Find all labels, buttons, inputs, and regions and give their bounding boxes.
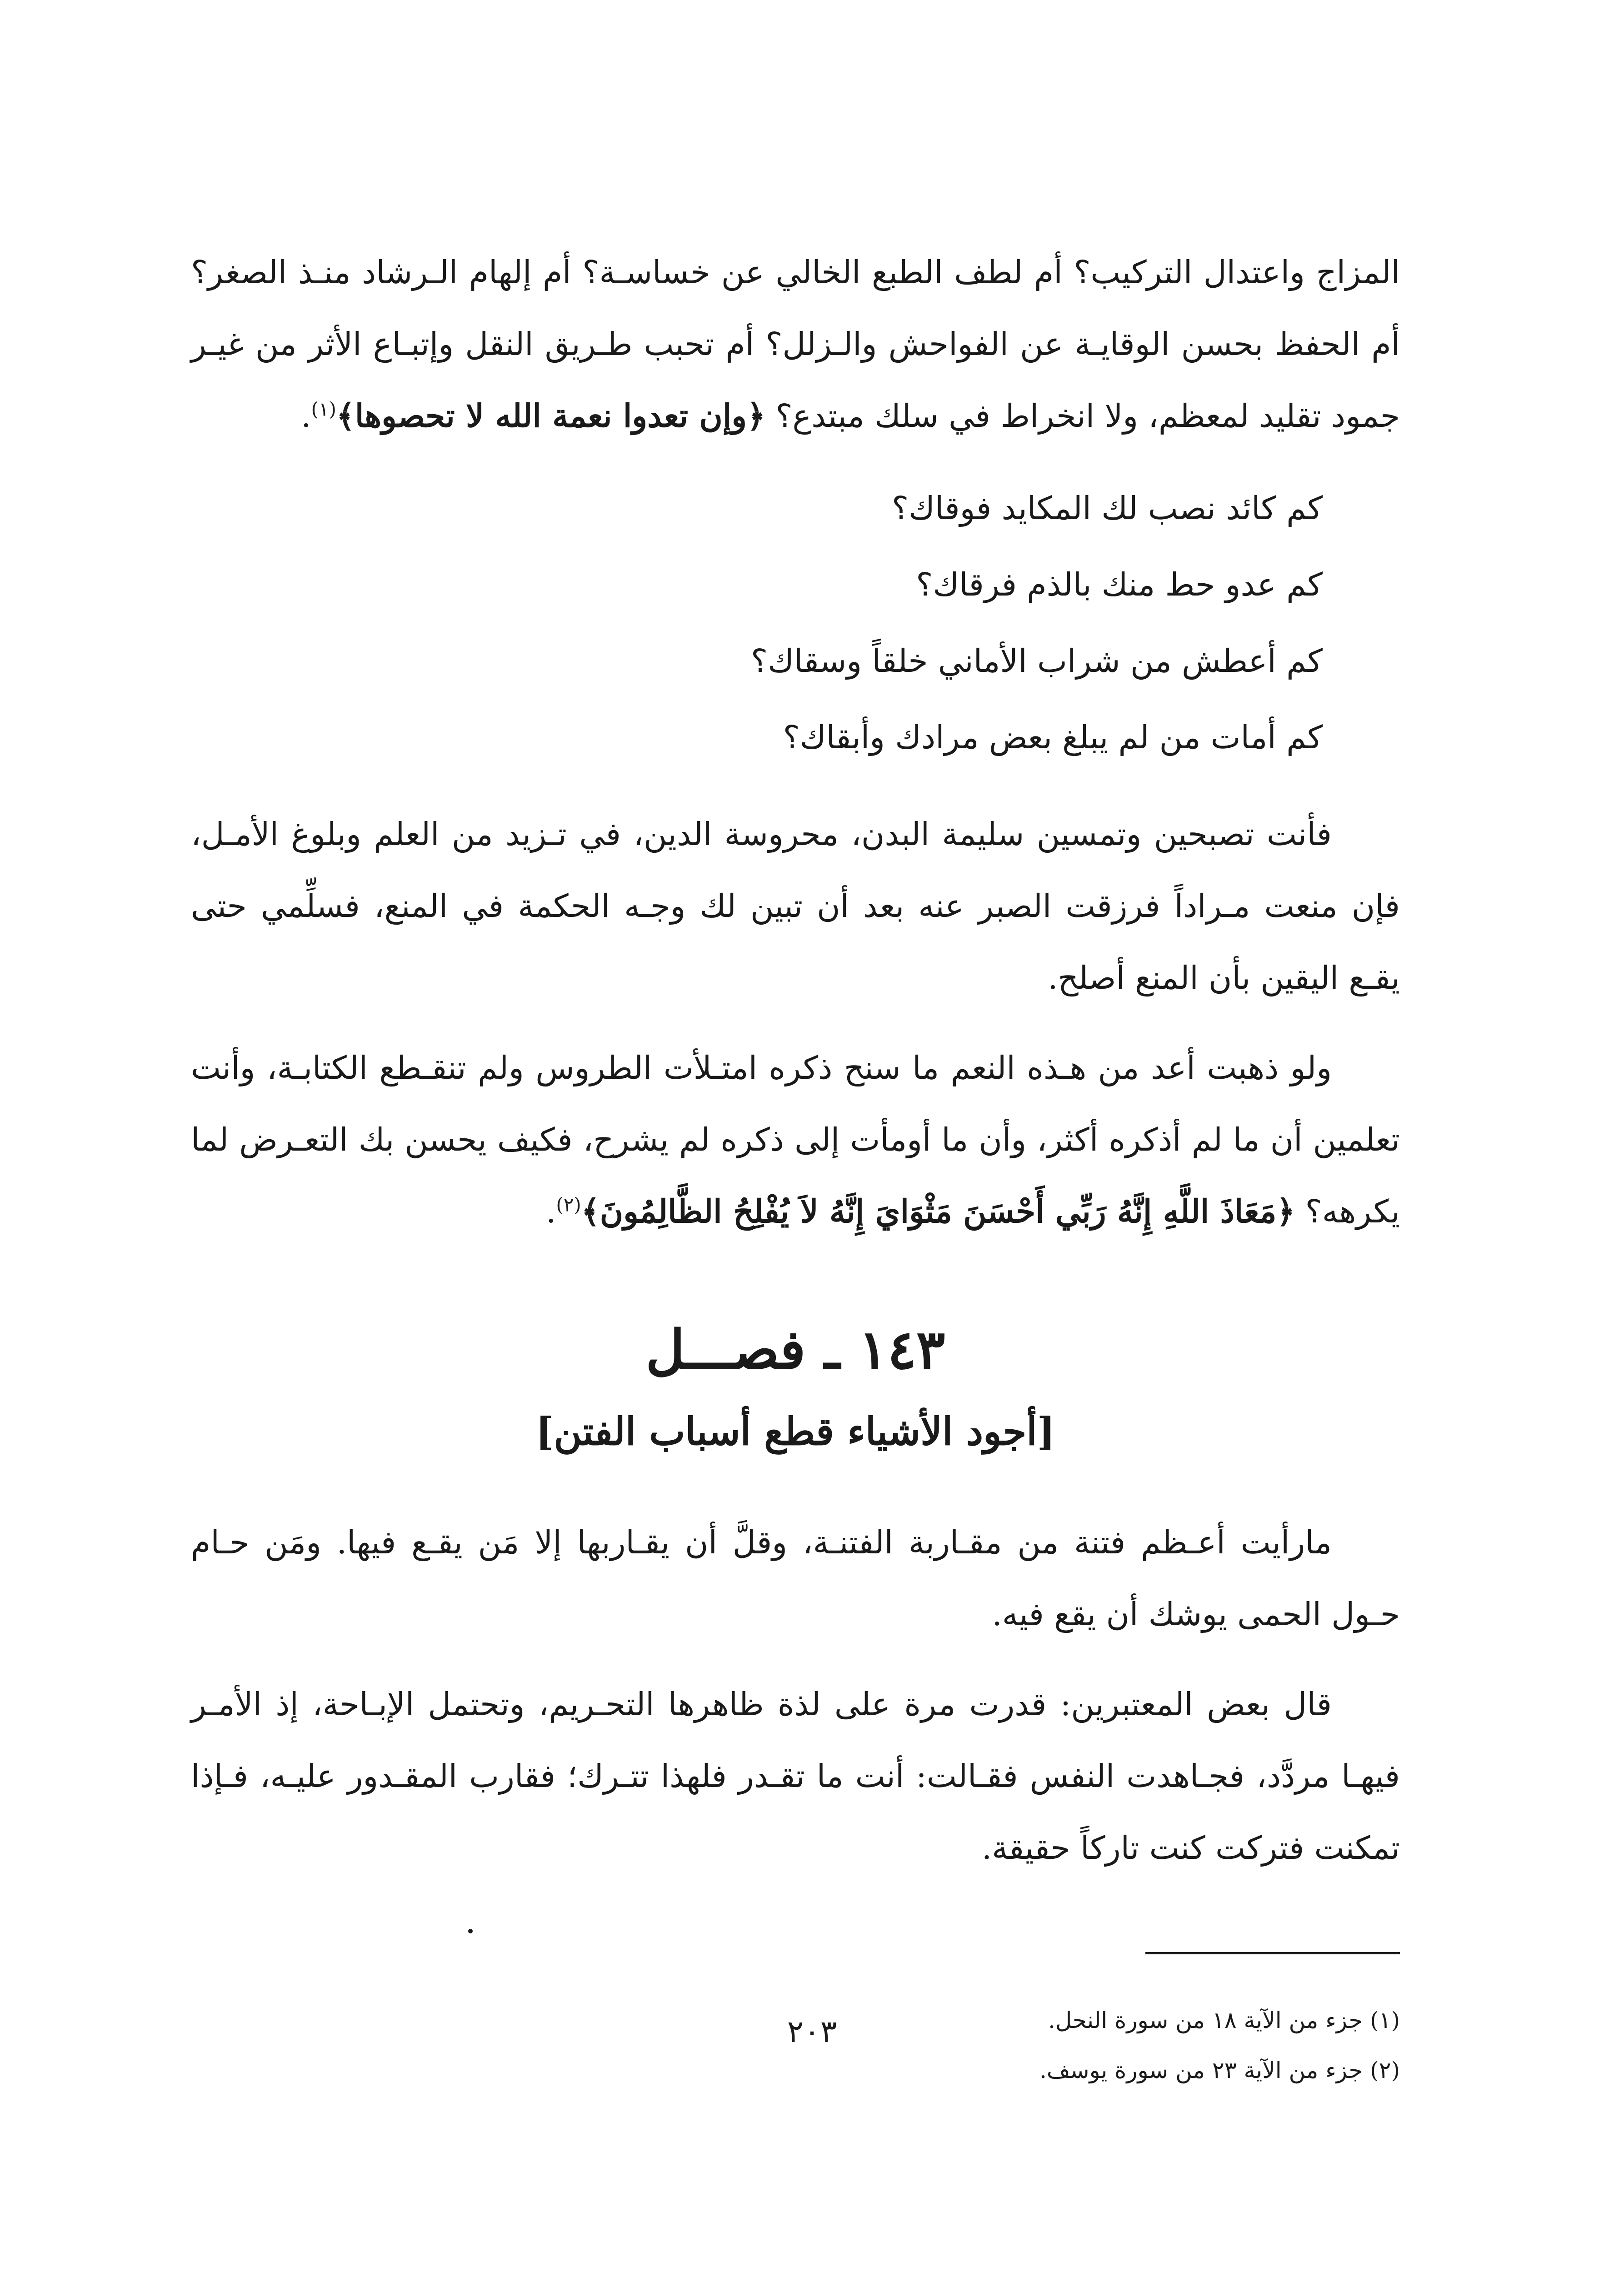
quran-quote-yusuf: ﴿مَعَاذَ اللَّهِ إِنَّهُ رَبِّي أَحْسَنَ مَثْوَايَ إِنَّهُ لاَ يُفْلِحُ الظَّالِمُونَ﴾: [581, 1192, 1295, 1230]
section-title: ١٤٣ ـ فصـــل: [645, 1318, 945, 1381]
paragraph-fitna: مارأيت أعـظم فتنة من مقـاربة الفتنـة، وقلَّ أن يقـاربها إلا مَن يقـع فيها. ومَن حـام حـول الحمى يوشك أن يقع فيه.: [191, 1524, 1400, 1633]
section-subtitle: [أجود الأشياء قطع أسباب الفتن]: [535, 1409, 1055, 1454]
poem-verse: كم عدو حط منك بالذم فرقاك؟: [916, 566, 1323, 603]
paragraph-counting: [191, 1032, 1400, 1247]
paragraph-counting-end: .: [546, 1193, 556, 1230]
paragraph-intro-text: المزاج واعتدال التركيب؟ أم لطف الطبع الخالي عن خساسـة؟ أم إلهام الـرشاد منـذ الصغر؟ أم الحفظ بحسن الوقايـة عن الفواحش والـزلل؟ أم تحبب طـريق النقل وإتبـاع الأثر من غيـر جمود تقليد لمعظم، ولا انخراط في سلك مبتدع؟: [191, 254, 1400, 435]
poem-verse: كم أمات من لم يبلغ بعض مرادك وأبقاك؟: [783, 719, 1323, 756]
footnote-1: (١) جزء من الآية ١٨ من سورة النحل.: [1048, 2007, 1400, 2033]
footnote-ref-1: (١): [311, 398, 336, 421]
page-number: ٢٠٣: [787, 2014, 837, 2050]
poem-verse: كم أعطش من شراب الأماني خلقاً وسقاك؟: [751, 642, 1323, 680]
paragraph-blessings: فأنت تصبحين وتمسين سليمة البدن، محروسة الدين، في تـزيد من العلم وبلوغ الأمـل، فإن منعت مـراداً فرزقت الصبر عنه بعد أن تبين لك وجـه الحكمة في المنع، فسلِّمي حتى يقـع اليقين بأن المنع أصلح.: [191, 816, 1400, 996]
footnote-ref-2: (٢): [556, 1193, 581, 1216]
footnote-2: (٢) جزء من الآية ٢٣ من سورة يوسف.: [1039, 2057, 1400, 2083]
paragraph-intro: [191, 236, 1400, 452]
quran-quote-nahl: ﴿وإن تعدوا نعمة الله لا تحصوها﴾: [336, 397, 766, 435]
poem-verses: [191, 470, 1400, 776]
print-speck: [468, 1929, 473, 1933]
poem-verse: كم كائد نصب لك المكايد فوقاك؟: [891, 490, 1323, 527]
page-body: [191, 236, 1400, 2095]
paragraph-story: قال بعض المعتبرين: قدرت مرة على لذة ظاهرها التحـريم، وتحتمل الإبـاحة، إذ الأمـر فيهـا مردَّد، فجـاهدت النفس فقـالت: أنت ما تقـدر فلهذا تتـرك؛ فقارب المقـدور عليـه، فـإذا تمكنت فتركت كنت تاركاً حقيقة.: [191, 1686, 1400, 1867]
paragraph-counting-text: ولو ذهبت أعد من هـذه النعم ما سنح ذكره امتـلأت الطروس ولم تنقـطع الكتابـة، وأنت تعلمين أن ما لم أذكره أكثر، وأن ما أومأت إلى ذكره لم يشرح، فكيف يحسن بك التعـرض لما يكرهه؟: [191, 1049, 1400, 1230]
paragraph-intro-end: .: [301, 397, 311, 435]
footnote-divider: [1145, 1952, 1400, 1954]
